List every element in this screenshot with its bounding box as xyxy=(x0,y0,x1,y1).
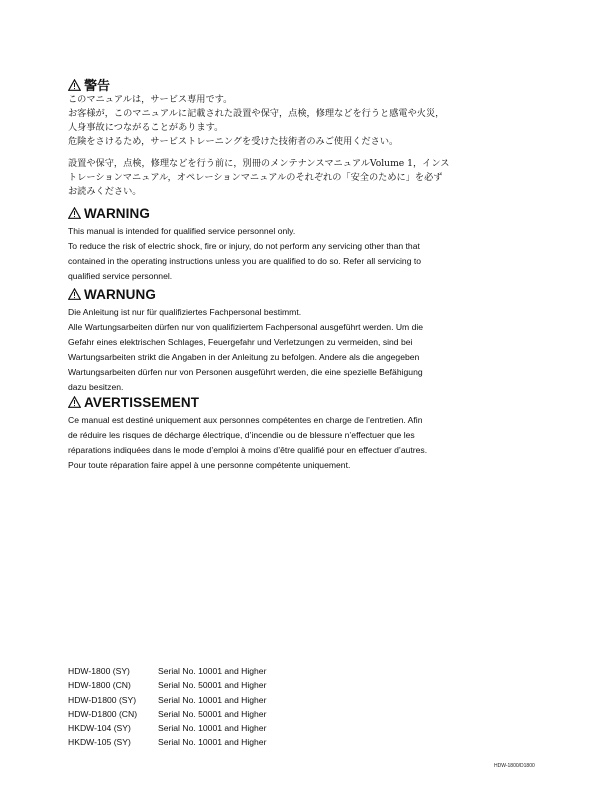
warning-triangle-icon xyxy=(68,79,81,91)
serial-range: Serial No. 10001 and Higher xyxy=(158,694,267,705)
japanese-heading-text: 警告 xyxy=(84,79,111,94)
warning-triangle-icon xyxy=(68,396,81,408)
japanese-warning-body xyxy=(68,93,508,199)
jp-line: このマニュアルは，サービス専用です。 xyxy=(68,94,233,105)
german-line: Alle Wartungsarbeiten dürfen nur von qualifiziertem Fachpersonal ausgeführt werden. Um die xyxy=(68,322,424,332)
serial-range: Serial No. 10001 and Higher xyxy=(158,666,267,676)
french-line: réparations indiquées dans le mode d’emploi à moins d’être qualifié pour en effectuer d’autres. xyxy=(68,445,428,455)
german-line: dazu besitzen. xyxy=(68,382,124,392)
list-item xyxy=(68,735,266,749)
jp-line: 危険をさけるため，サービストレーニングを受けた技術者のみご使用ください。 xyxy=(68,136,399,147)
french-line: Pour toute réparation faire appel à une personne compétente uniquement. xyxy=(68,460,351,470)
german-line: Die Anleitung ist nur für qualifiziertes Fachpersonal bestimmt. xyxy=(68,307,302,317)
list-item xyxy=(68,664,266,678)
english-warning-heading xyxy=(68,206,498,221)
french-line: Ce manual est destiné uniquement aux personnes compétentes en charge de l’entretien. Afin xyxy=(68,415,423,425)
german-line: Wartungsarbeiten strikt die Angaben in der Anleitung zu befolgen. Andere als die angegeben xyxy=(68,352,420,362)
list-item xyxy=(68,693,266,707)
serial-range: Serial No. 50001 and Higher xyxy=(158,680,267,691)
german-heading-text: WARNUNG xyxy=(84,287,156,302)
serial-range: Serial No. 10001 and Higher xyxy=(158,737,267,748)
footer-model-code: HDW-1800/D1800 xyxy=(494,763,535,769)
french-heading-text: AVERTISSEMENT xyxy=(84,395,200,410)
model-name: HDW-D1800 (SY) xyxy=(68,694,137,705)
list-item xyxy=(68,721,266,735)
list-item xyxy=(68,678,266,692)
english-line: qualified service personnel. xyxy=(68,271,173,281)
model-name: HKDW-104 (SY) xyxy=(68,723,131,734)
jp-line: お客様が，このマニュアルに記載された設置や保守，点検，修理などを行うと感電や火災， xyxy=(68,108,445,119)
serial-range: Serial No. 10001 and Higher xyxy=(158,723,267,734)
french-warning-heading xyxy=(68,395,498,410)
german-line: Gefahr eines elektrischen Schlages, Feuergefahr und Verletzungen zu vermeiden, sind bei xyxy=(68,337,413,347)
english-warning-section xyxy=(68,206,498,284)
english-heading-text: WARNING xyxy=(84,206,150,221)
model-name: HDW-1800 (CN) xyxy=(68,680,131,691)
jp-line: トレーションマニュアル，オペレーションマニュアルのそれぞれの「安全のために」を必ず xyxy=(68,172,443,183)
german-warning-heading xyxy=(68,287,498,302)
french-line: de réduire les risques de décharge électrique, d’incendie ou de blessure n’effectuer que les xyxy=(68,430,415,440)
japanese-warning-heading xyxy=(68,75,110,94)
jp-line: お読みください。 xyxy=(68,186,142,197)
model-name: HDW-D1800 (CN) xyxy=(68,708,138,719)
english-line: contained in the operating instructions unless you are qualified to do so. Refer all servicing to xyxy=(68,256,422,266)
model-name: HKDW-105 (SY) xyxy=(68,737,131,748)
model-name: HDW-1800 (SY) xyxy=(68,666,130,676)
english-line: This manual is intended for qualified service personnel only. xyxy=(68,226,296,236)
list-item xyxy=(68,707,266,721)
model-serial-list xyxy=(68,664,266,750)
english-line: To reduce the risk of electric shock, fire or injury, do not perform any servicing other than that xyxy=(68,241,420,251)
warning-triangle-icon xyxy=(68,207,81,219)
jp-line: 人身事故につながることがあります。 xyxy=(68,122,224,133)
warning-triangle-icon xyxy=(68,288,81,300)
french-warning-section xyxy=(68,395,498,473)
jp-line: 設置や保守，点検，修理などを行う前に，別冊のメンテナンスマニュアルVolume 1，インス xyxy=(68,158,450,169)
german-line: Wartungsarbeiten dürfen nur von Personen ausgeführt werden, die eine spezielle Befähigung xyxy=(68,367,423,377)
paragraph-gap xyxy=(68,149,508,157)
serial-range: Serial No. 50001 and Higher xyxy=(158,708,267,719)
german-warning-section xyxy=(68,287,498,395)
